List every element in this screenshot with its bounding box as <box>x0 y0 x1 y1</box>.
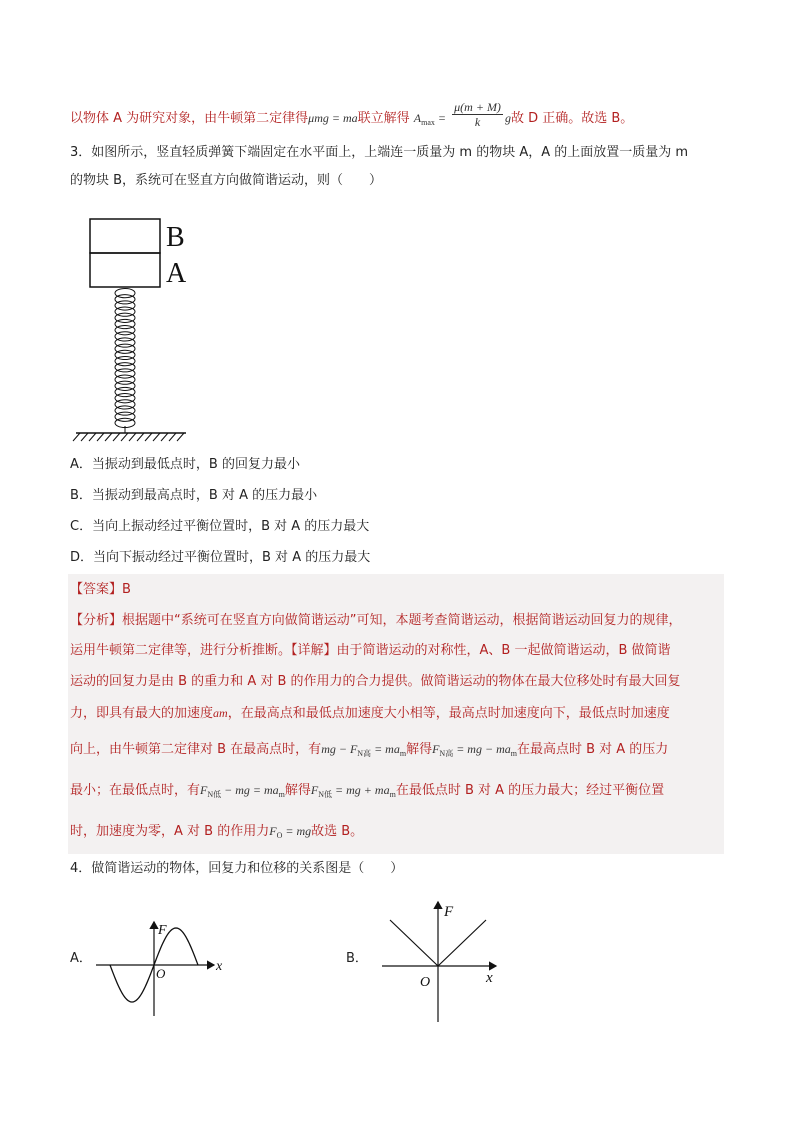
graph-b-x-label: x <box>486 970 493 986</box>
analysis-tag: 【分析】 <box>70 613 123 628</box>
equation-g: g <box>504 111 511 125</box>
option-a: A．当振动到最低点时，B 的回复力最小 <box>70 457 300 472</box>
analysis-line1: 【分析】根据题中“系统可在竖直方向做简谐运动”可知，本题考查简谐运动，根据简谐运动回复力的规律， <box>70 613 682 628</box>
fraction-numerator: μ(m + M) <box>454 100 501 114</box>
detail-tag: 【详解】 <box>291 643 337 658</box>
analysis-line7: 时，加速度为零，A 对 B 的作用力$F_O$ = mg故选 B。 <box>70 824 364 840</box>
label-block-a: A <box>166 258 187 289</box>
prev-solution-post: 故 D 正确。故选 B。 <box>510 111 634 126</box>
equation-low-force: $F_{N低}$ = mg + $ma_m$ <box>310 783 396 799</box>
analysis-line6: 最小；在最低点时，有$F_{N低}$ − mg = $ma_m$解得$F_{N低}$ = mg + $ma_m$在最低点时 B 对 A 的压力最大；经过平衡位置 <box>70 783 665 799</box>
q4-option-b-label: B． <box>346 951 368 966</box>
equation-high-point: mg − $F_{N高} = ma_m$ <box>321 742 407 758</box>
q4-option-a-label: A． <box>70 951 92 966</box>
analysis-line5: 向上，由牛顿第二定律对 B 在最高点时，有mg − $F_{N高} = ma_m$解得$F_{N高}$ = mg − $ma_m$在最高点时 B 对 A 的压力 <box>70 742 669 758</box>
fraction-denominator: k <box>474 115 481 129</box>
analysis-line4: 力，即具有最大的加速度am，在最高点和最低点加速度大小相等，最高点时加速度向下，最低点时加速度 <box>70 706 670 721</box>
prev-solution-text: 以物体 A 为研究对象，由牛顿第二定律得 <box>70 111 309 126</box>
analysis-line3: 运动的回复力是由 B 的重力和 A 对 B 的作用力的合力提供。做简谐运动的物体在最大位移处时有最大回复 <box>70 674 681 689</box>
equation-low-point: $F_{N低}$ − mg = $ma_m$ <box>200 783 285 799</box>
graph-option-a <box>96 914 236 1024</box>
graph-a-origin-label: O <box>156 966 166 981</box>
label-block-b: B <box>166 222 185 253</box>
question4-stem: 4．做简谐运动的物体，回复力和位移的关系图是（ ） <box>70 861 404 876</box>
option-c: C．当向上振动经过平衡位置时，B 对 A 的压力最大 <box>70 519 370 534</box>
answer-line <box>70 581 131 599</box>
answer-tag: 【答案】 <box>70 582 123 597</box>
graph-b-f-label: F <box>444 904 454 920</box>
equation-high-force: $F_{N高}$ = mg − $ma_m$ <box>432 742 517 758</box>
option-b: B．当振动到最高点时，B 对 A 的压力最小 <box>70 488 318 503</box>
equation-amax: $A_{max}$ = <box>413 111 447 127</box>
analysis-line2: 运用牛顿第二定律等，进行分析推断。【详解】由于简谐运动的对称性，A、B 一起做简谐运动，B 做简谐 <box>70 643 671 658</box>
equation-balance: $F_O$ = mg <box>269 824 312 840</box>
answer-value: B <box>122 582 131 597</box>
question3-line1: 3．如图所示，竖直轻质弹簧下端固定在水平面上，上端连一质量为 m 的物块 A，A 的上面放置一质量为 m <box>70 145 689 160</box>
graph-b-origin-label: O <box>420 975 431 990</box>
graph-option-b <box>376 898 526 1028</box>
graph-a-x-label: x <box>216 959 223 974</box>
prev-solution-mid: 联立解得 <box>357 111 410 126</box>
spring-block-figure <box>66 212 206 452</box>
prev-solution-line <box>70 100 634 133</box>
graph-a-f-label: F <box>158 923 167 938</box>
equation-newton: μmg = ma <box>308 111 358 125</box>
option-d: D．当向下振动经过平衡位置时，B 对 A 的压力最大 <box>70 550 371 565</box>
fraction <box>452 100 503 129</box>
question3-line2: 的物块 B，系统可在竖直方向做简谐运动，则（ ） <box>70 173 383 188</box>
